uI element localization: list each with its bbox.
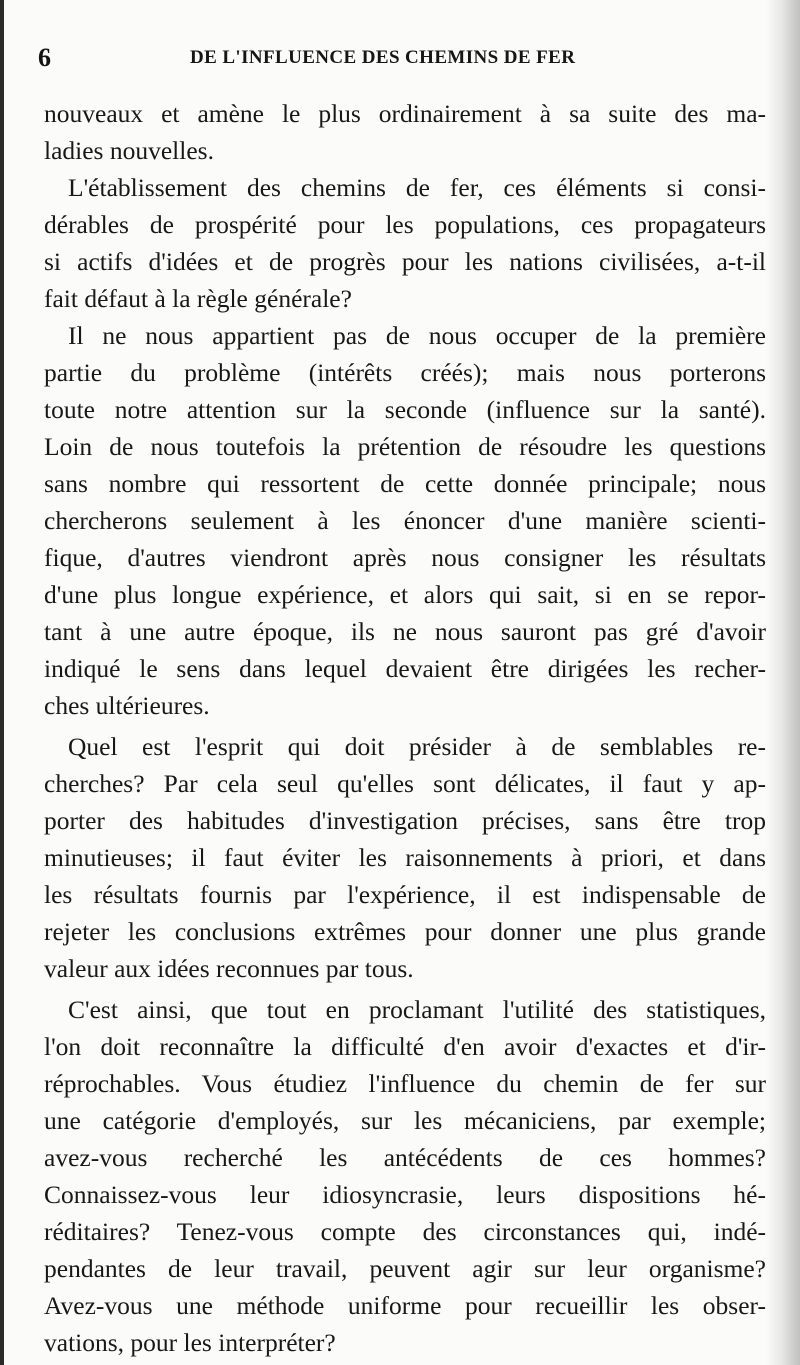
text-line: ches ultérieures. — [44, 691, 210, 720]
text-line: l'on doit reconnaître la difficulté d'en avoir d'exactes et d'ir- — [44, 1032, 766, 1061]
text-line: toute notre attention sur la seconde (influence sur la santé). — [44, 395, 766, 424]
text-line: sans nombre qui ressortent de cette donnée principale; nous — [44, 469, 766, 498]
text-line: Loin de nous toutefois la prétention de résoudre les questions — [44, 432, 766, 461]
text-line: pendantes de leur travail, peuvent agir sur leur organisme? — [44, 1254, 766, 1283]
text-line: fait défaut à la règle générale? — [44, 284, 352, 313]
text-line: réprochables. Vous étudiez l'influence du chemin de fer sur — [44, 1069, 766, 1098]
text-line: si actifs d'idées et de progrès pour les nations civilisées, a-t-il — [44, 247, 766, 276]
text-line: porter des habitudes d'investigation précises, sans être trop — [44, 806, 766, 835]
text-line: nouveaux et amène le plus ordinairement à sa suite des ma- — [44, 99, 766, 128]
text-line: chercherons seulement à les énoncer d'une manière scienti- — [44, 506, 766, 535]
text-line: Quel est l'esprit qui doit présider à de semblables re- — [68, 732, 766, 761]
text-line: ladies nouvelles. — [44, 136, 214, 165]
page-gutter-shadow — [766, 0, 800, 1365]
text-line: valeur aux idées reconnues par tous. — [44, 954, 414, 983]
text-line: rejeter les conclusions extrêmes pour donner une plus grande — [44, 917, 766, 946]
text-line: tant à une autre époque, ils ne nous sauront pas gré d'avoir — [44, 617, 766, 646]
text-line: les résultats fournis par l'expérience, il est indispensable de — [44, 880, 766, 909]
text-line: L'établissement des chemins de fer, ces éléments si consi- — [68, 173, 766, 202]
text-line: fique, d'autres viendront après nous consigner les résultats — [44, 543, 766, 572]
page-number: 6 — [38, 43, 51, 72]
running-head: DE L'INFLUENCE DES CHEMINS DE FER — [190, 47, 576, 68]
page-left-edge — [0, 0, 4, 1365]
text-line: vations, pour les interpréter? — [44, 1328, 336, 1357]
text-line: d'une plus longue expérience, et alors qui sait, si en se repor- — [44, 580, 766, 609]
text-line: réditaires? Tenez-vous compte des circonstances qui, indé- — [44, 1217, 766, 1246]
text-line: minutieuses; il faut éviter les raisonnements à priori, et dans — [44, 843, 766, 872]
text-line: Il ne nous appartient pas de nous occuper de la première — [68, 321, 766, 350]
text-line: Avez-vous une méthode uniforme pour recueillir les obser- — [44, 1291, 766, 1320]
text-line: indiqué le sens dans lequel devaient être dirigées les recher- — [44, 654, 766, 683]
text-line: C'est ainsi, que tout en proclamant l'utilité des statistiques, — [68, 995, 766, 1024]
text-line: cherches? Par cela seul qu'elles sont délicates, il faut y ap- — [44, 769, 766, 798]
text-line: Connaissez-vous leur idiosyncrasie, leurs dispositions hé- — [44, 1180, 766, 1209]
text-line: une catégorie d'employés, sur les mécaniciens, par exemple; — [44, 1106, 766, 1135]
text-line: partie du problème (intérêts créés); mais nous porterons — [44, 358, 766, 387]
text-line: avez-vous recherché les antécédents de ces hommes? — [44, 1143, 766, 1172]
text-line: dérables de prospérité pour les populations, ces propagateurs — [44, 210, 766, 239]
body-text — [44, 95, 766, 1361]
